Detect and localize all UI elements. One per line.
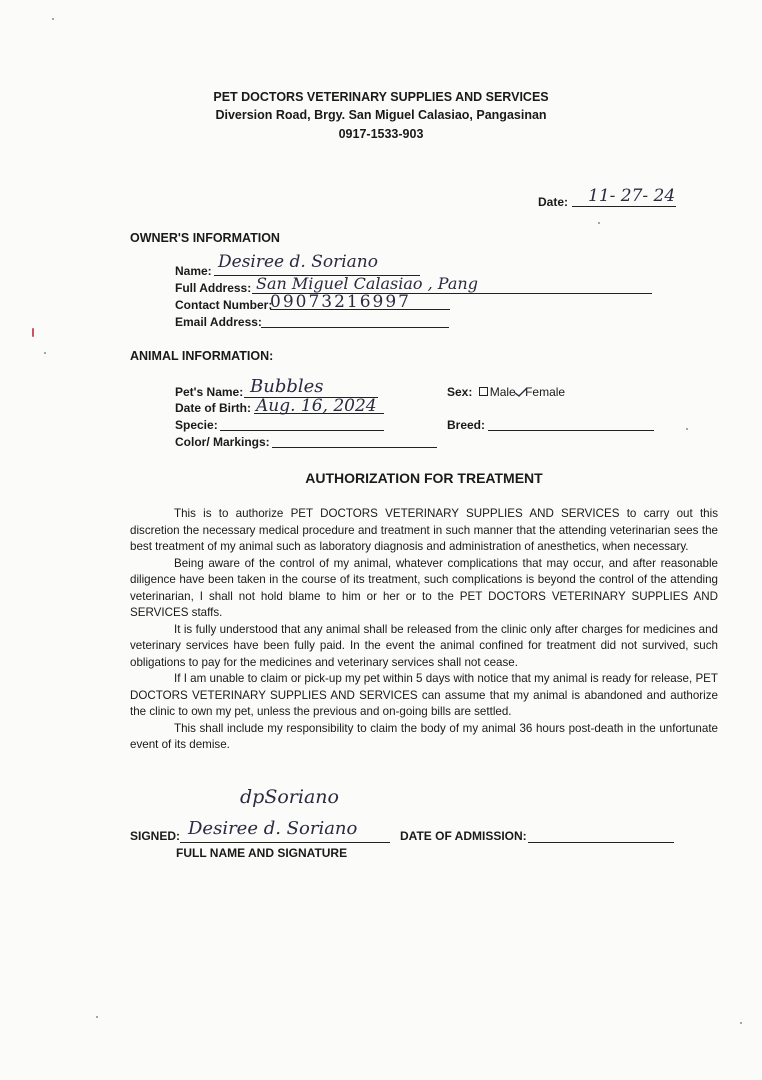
authorization-paragraph: This is to authorize PET DOCTORS VETERINARY SUPPLIES AND SERVICES to carry out this discretion the necessary medical procedure and treatment in such manner that the attending veterinarian sees the best treatment of my animal such as laboratory diagnosis and administration of anesthetics, when necessary. bbox=[130, 507, 718, 553]
pet-name-label: Pet's Name: bbox=[175, 385, 244, 399]
signature-caption: FULL NAME AND SIGNATURE bbox=[176, 846, 348, 860]
specie-label: Specie: bbox=[175, 418, 218, 432]
sex-male-option: Male bbox=[489, 385, 516, 399]
male-checkbox bbox=[479, 387, 488, 396]
owner-contact-label: Contact Number: bbox=[175, 298, 273, 312]
date-of-admission-label: DATE OF ADMISSION: bbox=[400, 829, 527, 843]
specie-line bbox=[220, 430, 384, 431]
owner-name-value: Desiree d. Soriano bbox=[218, 252, 378, 272]
company-name: PET DOCTORS VETERINARY SUPPLIES AND SERVICES bbox=[213, 90, 549, 104]
owner-address-value: San Miguel Calasiao , Pang bbox=[256, 274, 478, 293]
signature-value: Desiree d. Soriano bbox=[188, 818, 358, 839]
scan-speck bbox=[52, 18, 54, 20]
sex-field bbox=[447, 385, 565, 399]
authorization-body bbox=[130, 506, 718, 754]
scan-speck bbox=[44, 352, 46, 354]
signature-line bbox=[180, 842, 390, 843]
scan-speck bbox=[598, 222, 600, 224]
owner-name-label: Name: bbox=[175, 264, 212, 278]
authorization-title: AUTHORIZATION FOR TREATMENT bbox=[305, 470, 543, 486]
pet-name-value: Bubbles bbox=[250, 376, 324, 397]
color-markings-label: Color/ Markings: bbox=[175, 435, 270, 449]
date-value: 11- 27- 24 bbox=[588, 186, 676, 206]
authorization-paragraph: This shall include my responsibility to claim the body of my animal 36 hours post-death in the unfortunate event of its demise. bbox=[130, 721, 718, 751]
authorization-paragraph: It is fully understood that any animal shall be released from the clinic only after charges for medicines and veterinary services have been fully paid. In the event the animal confined for treatment did not survived, such obligations to pay for the medicines and veterinary services shall not cease. bbox=[130, 622, 718, 669]
sex-label: Sex: bbox=[447, 385, 473, 399]
authorization-paragraph: Being aware of the control of my animal, whatever complications that may occur, and after reasonable diligence have been taken in the course of its treatment, such complications is beyond the control of the attending veterinarian, I shall not hold blame to him or her or to the PET DOCTORS VETERINARY SUPPLIES AND SERVICES staffs. bbox=[130, 556, 718, 619]
signature-initials: dpSoriano bbox=[240, 786, 339, 808]
scan-speck bbox=[686, 428, 688, 430]
dob-label: Date of Birth: bbox=[175, 401, 251, 415]
owner-section-title: OWNER'S INFORMATION bbox=[130, 231, 280, 245]
signed-label: SIGNED: bbox=[130, 829, 181, 843]
scan-mark bbox=[32, 328, 34, 337]
breed-label: Breed: bbox=[447, 418, 486, 432]
owner-address-label: Full Address: bbox=[175, 281, 252, 295]
owner-email-label: Email Address: bbox=[175, 315, 262, 329]
date-label: Date: bbox=[538, 195, 569, 209]
breed-line bbox=[488, 430, 654, 431]
date-line bbox=[572, 206, 676, 207]
sex-female-option: Female bbox=[525, 385, 566, 399]
animal-section-title: ANIMAL INFORMATION: bbox=[130, 349, 274, 363]
owner-contact-value: 09073216997 bbox=[270, 292, 411, 312]
scan-speck bbox=[740, 1022, 742, 1024]
authorization-paragraph: If I am unable to claim or pick-up my pet within 5 days with notice that my animal is ready for release, PET DOCTORS VETERINARY SUPPLIES AND SERVICES can assume that my animal is abandoned and authorize the clinic to own my pet, unless the previous and on-going bills are settled. bbox=[130, 672, 718, 718]
date-of-admission-line bbox=[528, 842, 674, 843]
scan-speck bbox=[96, 1016, 98, 1018]
company-address: Diversion Road, Brgy. San Miguel Calasiao, Pangasinan bbox=[215, 108, 547, 122]
owner-email-line bbox=[261, 327, 449, 328]
color-markings-line bbox=[272, 447, 437, 448]
dob-value: Aug. 16, 2024 bbox=[256, 396, 377, 416]
company-phone: 0917-1533-903 bbox=[338, 127, 424, 141]
